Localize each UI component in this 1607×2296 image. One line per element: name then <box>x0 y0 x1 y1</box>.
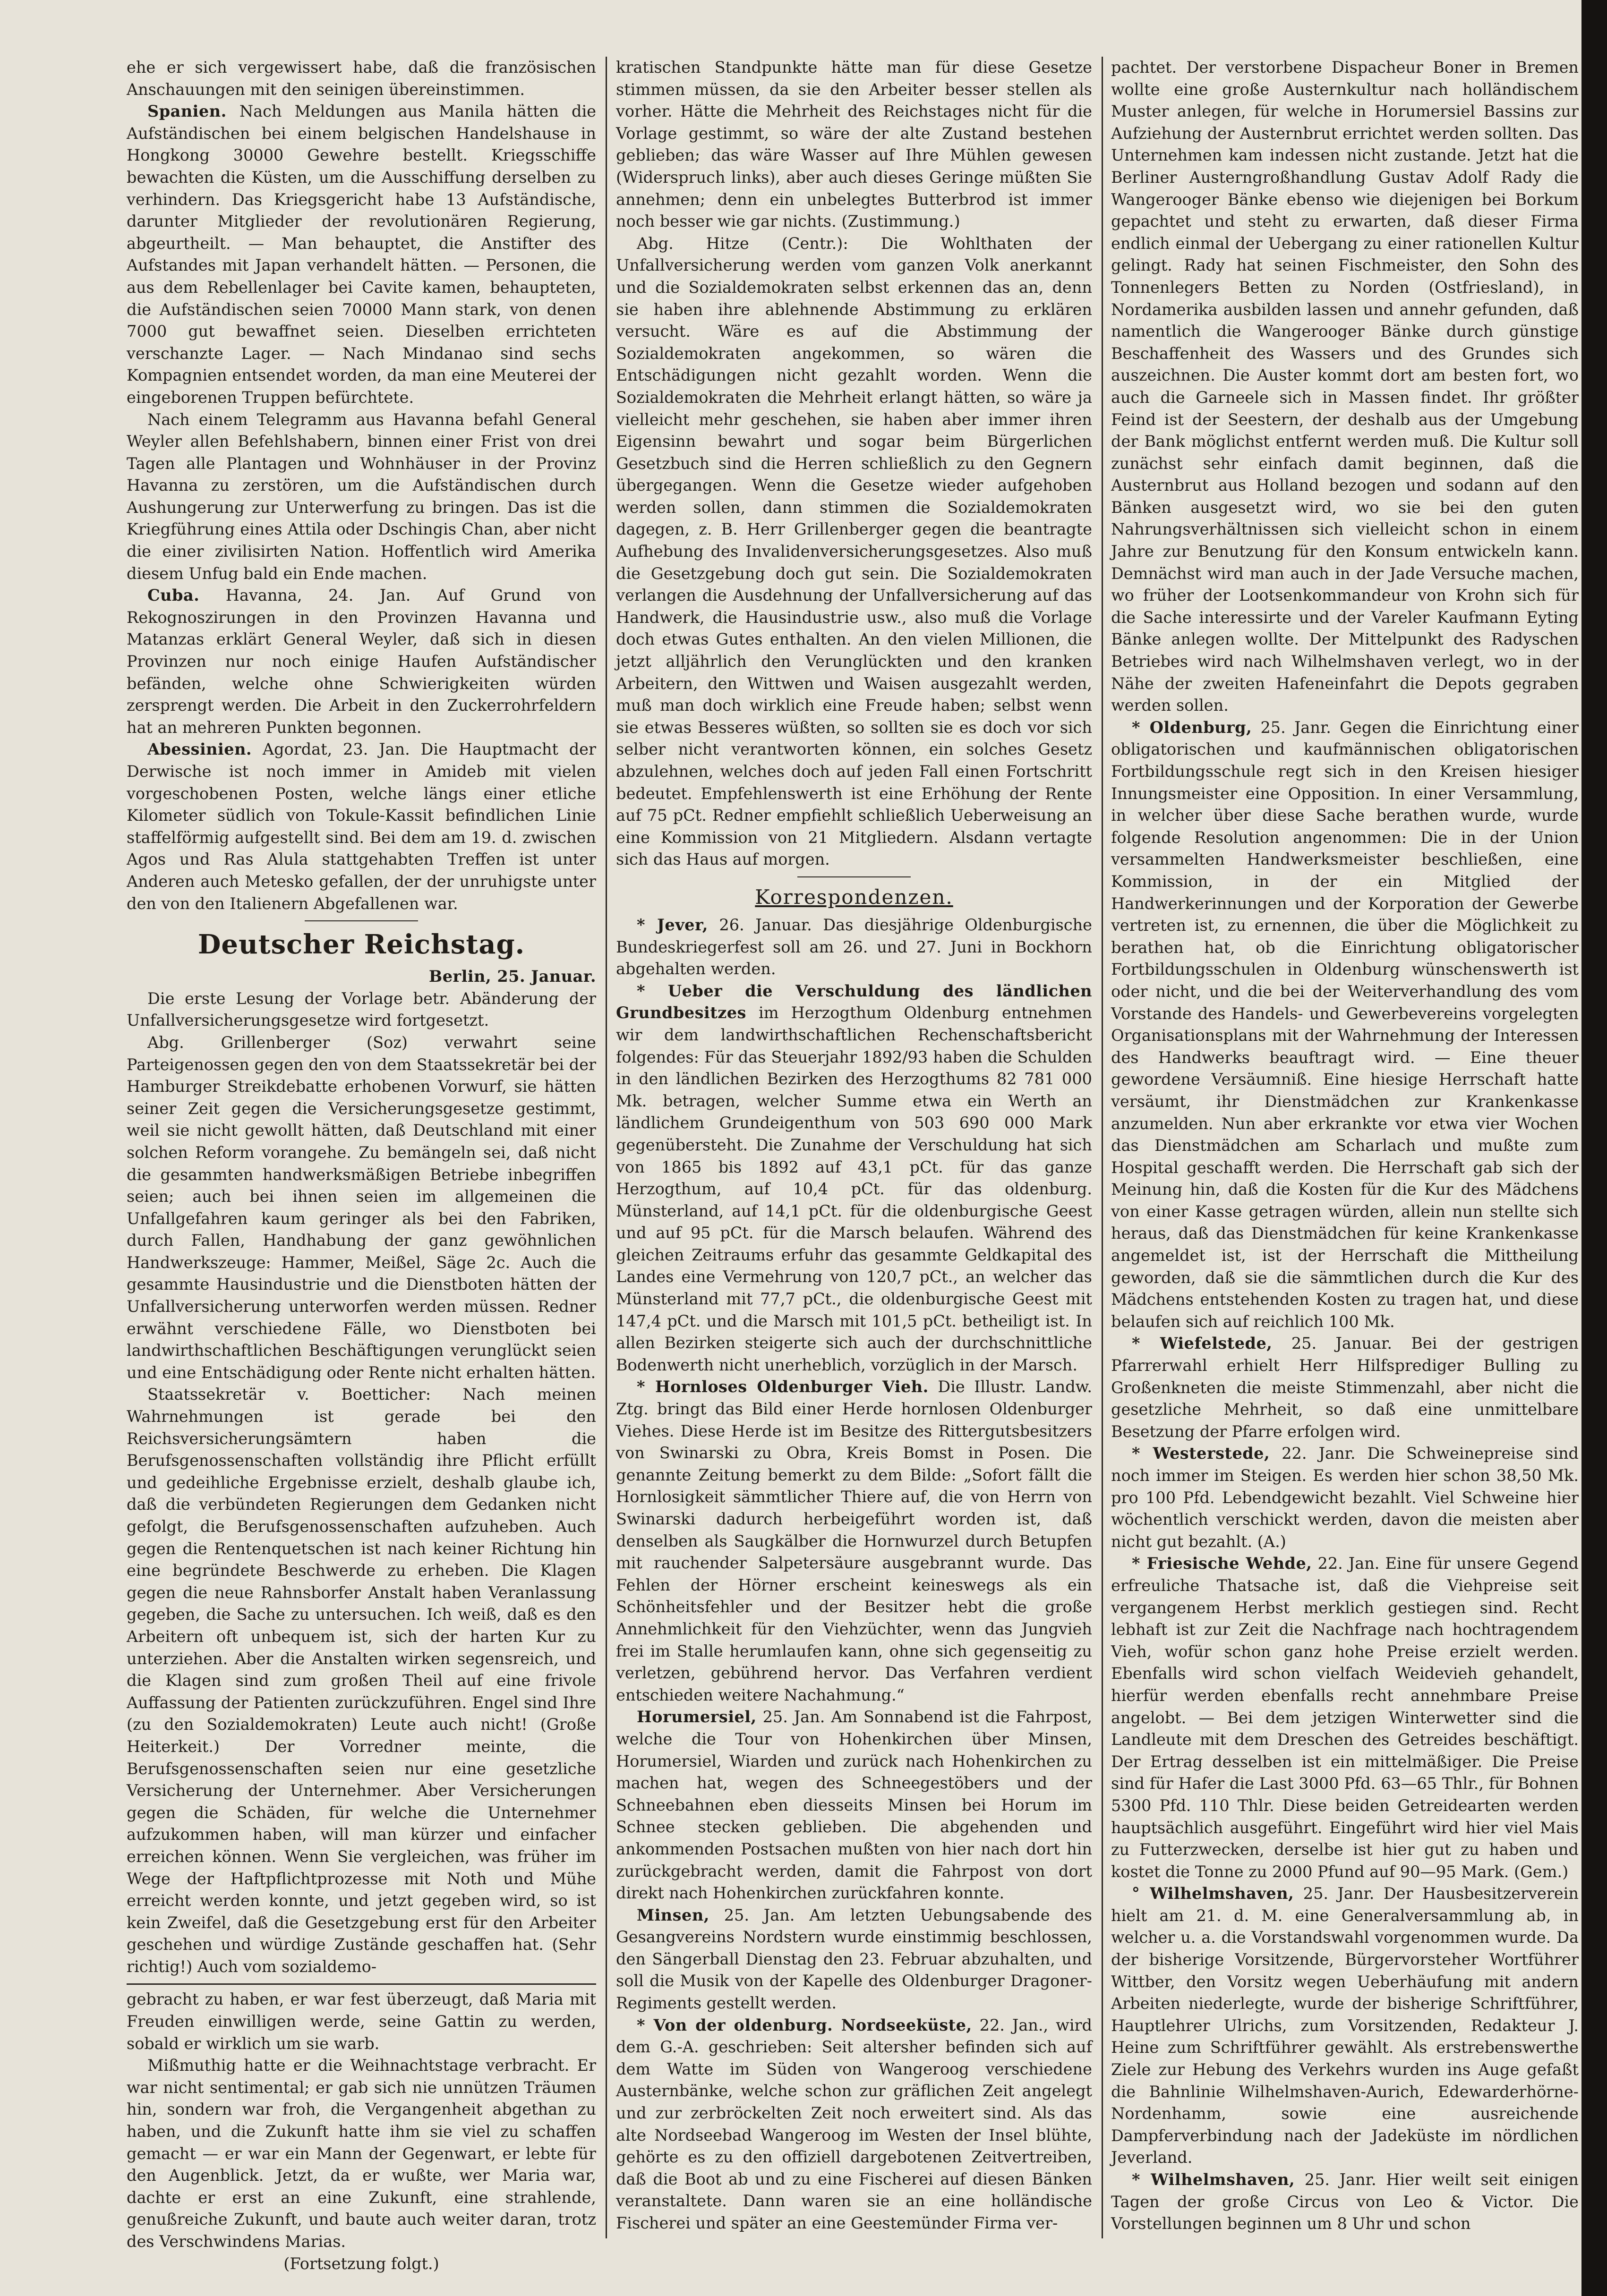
article-hornlos <box>616 1376 1092 1706</box>
jever-body: 26. Januar. Das diesjährige Oldenburgische Bundeskriegerfest soll am 26. und 27. Juni in Bockhorn abgehalten werden. <box>616 915 1092 978</box>
reichstag-cont-2: Abg. Hitze (Centr.): Die Wohlthaten der Unfallversicherung werden vom ganzen Volk anerkannt und die Sozialdemokraten selbst erkennen das an, denn sie haben ihre ablehnende Abstimmung zu erklären versucht. Wäre es auf die Abstimmung der Sozialdemokraten angekommen, so wären die Entschädigungen nicht gezahlt worden. Wenn die Sozialdemokraten die Mehrheit erlangt hätten, so wäre ja vielleicht mehr geschehen, sie haben aber immer ihren Eigensinn bewahrt und sogar beim Bürgerlichen Gesetzbuch sind die Herren schließlich zu den Gegnern übergegangen. Wenn die Gesetze wieder aufgehoben werden sollen, dann stimmen die Sozialdemokraten dagegen, z. B. Herr Grillenberger gegen die beantragte Aufhebung des Invalidenversicherungsgesetzes. Also muß die Gesetzgebung doch gut sein. Die Sozialdemokraten verlangen die Ausdehnung der Unfallversicherung auf das Handwerk, die Hausindustrie usw., also muß die Vorlage doch etwas Gutes enthalten. An den vielen Millionen, die jetzt alljährlich den Verunglückten und den kranken Arbeitern, den Wittwen und Waisen ausgezahlt werden, muß man doch wirklich eine Freude haben; selbst wenn sie etwas Besseres wüßten, so sollten sie es doch vor sich selber nicht verantworten können, ein solches Gesetz abzulehnen, welches doch auf jeden Fall einen Fortschritt bedeutet. Empfehlenswerth ist eine Erhöhung der Rente auf 75 pCt. Redner empfiehlt schließlich Ueberweisung an eine Kommission von 21 Mitgliedern. Alsdann vertagte sich das Haus auf morgen. <box>616 234 1092 869</box>
wiefelstede-heading: * Wiefelstede, <box>1132 1334 1273 1353</box>
reichstag-dateline <box>127 966 596 988</box>
nordsee-body: 22. Jan., wird dem G.-A. geschrieben: Seit altersher befinden sich auf dem Watte im Süden von Wangeroog verschiedene Austernbänke, welche schon zur gräflichen Zeit angelegt und zur zerbröckelten Zeit noch erweitert sind. Als das alte Nordseebad Wangeroog im Westen der Insel blühte, gehörte es zu den offiziell dargebotenen Zeitvertreiben, daß die Boot ab und zu eine Fischerei auf diesen Bänken veranstaltete. Dann waren sie an eine holländische Fischerei und später an eine Geestemünder Firma ver- <box>616 2015 1092 2232</box>
wilhelmshaven-1-heading: ° Wilhelmshaven, <box>1132 1884 1294 1903</box>
article-cuba <box>127 585 596 739</box>
reichstag-cont-1: kratischen Standpunkte hätte man für diese Gesetze stimmen müssen, da sie den Arbeiter besser stellen als vorher. Hätte die Mehrheit des Reichstages nicht für die Vorlage gestimmt, so wäre der alte Zustand bestehen geblieben; das wäre Wasser auf Ihre Mühlen gewesen (Widerspruch links), aber auch dieses Geringe müßten Sie annehmen; denn ein unbelegtes Butterbrod ist immer noch besser wie gar nichts. (Zustimmung.) <box>616 58 1092 231</box>
article-spanien <box>127 101 596 408</box>
spanien-body: Nach Meldungen aus Manila hätten die Aufständischen bei einem belgischen Handelshause in Hongkong 30000 Gewehre bestellt. Kriegsschiffe bewachten die Küsten, um die Ausschiffung derselben zu verhindern. Das Kriegsgericht habe 13 Aufständische, darunter Mitglieder der revolutionären Regierung, abgeurtheilt. — Man behauptet, die Anstifter des Aufstandes mit Japan verhandelt hätten. — Personen, die aus dem Rebellenlager bei Cavite kamen, behaupteten, die Aufständischen seien 70000 Mann stark, von denen 7000 gut bewaffnet seien. Dieselben errichteten verschanzte Lager. — Nach Mindanao sind sechs Kompagnien entsendet worden, da man eine Meuterei der eingeborenen Truppen befürchtete. <box>127 102 596 407</box>
article-jever <box>616 914 1092 980</box>
cuba-body: Havanna, 24. Jan. Auf Grund von Rekognoszirungen in den Provinzen Havanna und Matanzas erklärt General Weyler, daß sich in diesen Provinzen nur noch einige Haufen Aufständischer befänden, welche ohne Schwierigkeiten würden zersprengt werden. Die Arbeit in den Zuckerrohrfeldern hat an mehreren Punkten begonnen. <box>127 586 596 737</box>
reichstag-para-3: Staatssekretär v. Boetticher: Nach meinen Wahrnehmungen ist gerade bei den Reichsversicherungsämtern haben die Berufsgenossenschaften vollständig ihre Pflicht erfüllt und gedeihliche Ergebnisse erzielt, deshalb glaube ich, daß die verbündeten Regierungen dem Gedanken nicht gefolgt, die Berufsgenossenschaften aufzuheben. Auch gegen die Rentenquetschen ist nach keiner Richtung hin eine begründete Beschwerde zu erheben. Die Klagen gegen die neue Rahnsborfer Anstalt haben Veranlassung gegeben, die Sache zu untersuchen. Ich weiß, daß es den Arbeitern oft unbequem ist, sich der harten Kur zu unterziehen. Aber die Anstalten wirken segensreich, und die Klagen sind zum großen Theil auf eine frivole Auffassung der Patienten zurückzuführen. Engel sind Ihre (zu den Sozialdemokraten) Leute auch nicht! (Große Heiterkeit.) Der Vorredner meinte, die Berufsgenossenschaften seien nur eine gesetzliche Versicherung der Unternehmer. Aber Versicherungen gegen die Schäden, für welche die Unternehmer aufzukommen haben, will man kürzer und einfacher erreichen können. Wenn Sie vergleichen, was früher im Wege der Haftpflichtprozesse mit Noth und Mühe erreicht werden konnte, und jetzt gegeben wird, so ist kein Zweifel, daß die Gesetzgebung erst für den Arbeiter geschehen und würdige Zustände geschaffen hat. (Sehr richtig!) Auch vom sozialdemo- <box>127 1385 596 1976</box>
wehde-body: 22. Jan. Eine für unsere Gegend erfreuliche Thatsache ist, daß die Viehpreise seit vergangenem Herbst merklich gestiegen sind. Recht lebhaft ist zur Zeit die Nachfrage nach hochtragendem Vieh, wofür schon ganz hohe Preise erzielt werden. Ebenfalls wird schon vielfach Weidevieh gehandelt, hierfür werden ebenfalls recht annehmbare Preise angelobt. — Bei dem jetzigen Winterwetter sind die Landleute mit dem Dreschen des Getreides beschäftigt. Der Ertrag desselben ist ein mittelmäßiger. Die Preise sind für Hafer die Last 3000 Pfd. 63—65 Thlr., für Bohnen 5300 Pfd. 110 Thlr. Diese beiden Getreidearten werden hauptsächlich ausgeführt. Eingeführt wird hier viel Mais zu Futterzwecken, derselbe ist hier gut zu haben und kostet die Tonne zu 2000 Pfund auf 90—95 Mark. (Gem.) <box>1111 1554 1579 1881</box>
wiefelstede-body: 25. Januar. Bei der gestrigen Pfarrerwahl erhielt Herr Hilfsprediger Bulling zu Großenkneten die meiste Stimmenzahl, aber nicht die gesetzliche Mehrheit, so daß eine unmittelbare Besetzung der Pfarre erfolgen wird. <box>1111 1334 1579 1441</box>
westerstede-body: 22. Janr. Die Schweinepreise sind noch immer im Steigen. Es werden hier schon 38,50 Mk. pro 100 Pfd. Lebendgewicht bezahlt. Viel Schweine hier wöchentlich verschickt werden, davon die meisten aber nicht gut bezahlt. (A.) <box>1111 1444 1579 1551</box>
nordsee-cont: pachtet. Der verstorbene Dispacheur Boner in Bremen wollte eine große Austernkultur nach holländischem Muster anlegen, für welche in Horumersiel Bassins zur Aufziehung der Austernbrut errichtet werden sollten. Das Unternehmen kam indessen nicht zustande. Jetzt hat die Berliner Austerngroßhandlung Gustav Adolf Rady die Wangerooger Bänke ebenso wie diejenigen bei Borkum gepachtet und steht zu erwarten, daß dieser Firma endlich einmal der Uebergang zu einer rationellen Kultur gelingt. Rady hat seinen Fischmeister, den Sohn des Tonnenlegers Betten zu Norden (Ostfriesland), in Nordamerika ausbilden lassen und annehr gefunden, daß namentlich die Wangerooger Bänke durch günstige Beschaffenheit des Wassers und des Grundes sich auszeichnen. Die Auster kommt dort am besten fort, wo auch die Garneele sich in Massen findet. Ihr größter Feind ist der Seestern, der deshalb aus der Umgebung der Bank möglichst entfernt werden muß. Die Kultur soll zunächst sehr einfach damit beginnen, daß die Austernbrut aus Holland bezogen und sodann auf den Bänken ausgesetzt wird, wo sie bei den guten Nahrungsverhältnissen sich vielleicht schon in einem Jahre zur Benutzung für den Konsum entwickeln kann. Demnächst wird man auch in der Jade Versuche machen, wo früher der Lootsenkommandeur von Krohn sich für die Sache interessirte und der Vareler Kaufmann Eyting Bänke anlegen wollte. Der Mittelpunkt des Radyschen Betriebes wird nach Wilhelmshaven verlegt, wo in der Nähe der zweiten Hafeneinfahrt die Depots gegraben werden sollen. <box>1111 58 1579 715</box>
spanien-heading: Spanien. <box>147 102 227 121</box>
article-wiefelstede <box>1111 1333 1579 1443</box>
verschuldung-body: im Herzogthum Oldenburg entnehmen wir dem landwirthschaftlichen Rechenschaftsbericht folgendes: Für das Steuerjahr 1892/93 haben die Schulden in den ländlichen Bezirken des Herzogthums 82 781 000 Mk. betragen, welcher Summe etwa ein Werth an ländlichem Grundeigenthum von 503 690 000 Mark gegenübersteht. Die Zunahme der Verschuldung hat sich von 1865 bis 1892 auf 43,1 pCt. für das ganze Herzogthum, auf 10,4 pCt. für das oldenburg. Münsterland, auf 14,1 pCt. für die oldenburgische Geest und auf 95 pCt. für die Marsch belaufen. Während des gleichen Zeitraums erfuhr das gesammte Geldkapital des Landes eine Vermehrung von 120,7 pCt., an welcher das Münsterland mit 77,7 pCt., die oldenburgische Geest mit 147,4 pCt. und die Marsch mit 101,5 pCt. betheiligt ist. In allen Bezirken steigerte sich auch der durchschnittliche Bodenwerth nicht unerheblich, vorzüglich in der Marsch. <box>616 1003 1092 1374</box>
article-wilhelmshaven-2 <box>1111 2169 1579 2235</box>
scan-edge <box>1581 0 1607 2296</box>
article-oldenburg <box>1111 717 1579 1333</box>
korrespondenzen-title: Korrespondenzen. <box>755 885 953 909</box>
abessinien-body: Agordat, 23. Jan. Die Hauptmacht der Derwische ist noch immer in Amideb mit vielen vorgeschobenen Posten, welche längs einer etliche Kilometer südlich von Tokule-Kassit befindlichen Linie staffelförmig aufgestellt sind. Bei dem am 19. d. zwischen Agos und Ras Alula stattgehabten Treffen ist unter Anderen auch Metesko gefallen, der der unruhigste unter den von den Italienern Abgefallenen war. <box>127 740 596 913</box>
wilhelmshaven-1-body: 25. Janr. Der Hausbesitzerverein hielt am 21. d. M. eine Generalversammlung ab, in welcher u. a. die Vorstandswahl vorgenommen wurde. Da der bisherige Vorsitzende, Bürgervorsteher Wortführer Wittber, den Vorsitz wegen Ueberhäufung mit andern Arbeiten niederlegte, wurde der bisherige Schriftführer, Hauptlehrer Ulrichs, zum Vorsitzenden, Redakteur J. Heine zum Schriftführer gewählt. Als erstrebenswerthe Ziele zur Hebung des Verkehrs wurden ins Auge gefaßt die Bahnlinie Wilhelmshaven-Aurich, Edewarderhörne-Nordenhamm, sowie eine ausreichende Dampferverbindung nach der Jadeküste im nördlichen Jeverland. <box>1111 1884 1579 2167</box>
article-wilhelmshaven-1 <box>1111 1883 1579 2169</box>
column-rule-1 <box>606 57 607 2238</box>
reichstag-dateline-text: Berlin, 25. Januar. <box>428 967 596 986</box>
article-horumersiel <box>616 1706 1092 1904</box>
column-3 <box>1111 57 1579 2238</box>
minsen-heading: Minsen, <box>637 1905 709 1924</box>
hornlos-heading: * Hornloses Oldenburger Vieh. <box>637 1378 929 1396</box>
article-minsen <box>616 1905 1092 2015</box>
novel-text-1: gebracht zu haben, er war fest überzeugt, daß Maria mit Freuden einwilligen werde, seine Gattin zu werden, sobald er wirklich um sie warb. <box>127 1990 596 2053</box>
wehde-heading: * Friesische Wehde, <box>1132 1554 1312 1573</box>
section-divider <box>305 920 418 921</box>
article-westerstede <box>1111 1443 1579 1553</box>
wilhelmshaven-2-body: 25. Janr. Hier weilt seit einigen Tagen der große Circus von Leo & Victor. Die Vorstellungen beginnen um 8 Uhr und schon <box>1111 2170 1579 2233</box>
jever-heading: * Jever, <box>637 915 708 934</box>
horumersiel-heading: Horumersiel, <box>637 1708 757 1726</box>
oldenburg-body: 25. Janr. Gegen die Einrichtung einer obligatorischen und kaufmännischen obligatorischen Fortbildungsschule regt sich in den Kreisen hiesiger Innungsmeister eine Opposition. In einer Versammlung, in welcher über diese Sache berathen wurde, wurde folgende Resolution angenommen: Die in der Union versammelten Handwerksmeister beschließen, eine Kommission, in der ein Mitglied der Handwerkerinnungen und der Korporation der Gewerbe vertreten ist, zu ernennen, die über die Möglichkeit zu berathen hat, ob die Einrichtung obligatorischer Fortbildungsschulen in Oldenburg wünschenswerth ist oder nicht, und die bei der Weiterverhandlung des vom Vorstande des Handels- und Gewerbevereins vorgelegten Organisationsplans mit der Wahrnehmung der Interessen des Handwerks beauftragt wird. — Eine theuer gewordene Versäumniß. Eine hiesige Herrschaft hatte versäumt, ihr Dienstmädchen zur Krankenkasse anzumelden. Nun aber erkrankte vor etwa vier Wochen das Dienstmädchen am Scharlach und mußte zum Hospital geschafft werden. Die Herrschaft gab sich der Meinung hin, daß die Kosten für die Kur des Mädchens von einer Kasse getragen würden, allein nun stellte sich heraus, daß das Dienstmädchen für keine Krankenkasse angemeldet ist, ist der Herrschaft die Mittheilung geworden, daß sie die sämmtlichen durch die Kur des Mädchens entstehenden Kosten zu tragen hat, und diese belaufen sich auf reichlich 100 Mk. <box>1111 718 1579 1331</box>
article-verschuldung <box>616 980 1092 1377</box>
feuilleton-separator <box>127 1983 596 1985</box>
novel-text-2: Mißmuthig hatte er die Weihnachtstage verbracht. Er war nicht sentimental; er gab sich nie unnützen Träumen hin, sondern war froh, die Vergangenheit abgethan zu haben, und die Zukunft hatte ihm sie viel zu schaffen gemacht — er war ein Mann der Gegenwart, er lebte für den Augenblick. Jetzt, da er wußte, wer Maria war, dachte er erst an eine Zukunft, eine strahlende, genußreiche Zukunft, und baute auch weiter daran, trotz des Verschwindens Marias. <box>127 2056 596 2251</box>
havanna-body: Nach einem Telegramm aus Havanna befahl General Weyler allen Befehlshabern, binnen einer Frist von drei Tagen alle Plantagen und Wohnhäuser in der Provinz Havanna zu zerstören, um die Aufständischen durch Aushungerung zur Unterwerfung zu bringen. Das ist die Kriegführung eines Attila oder Dschingis Chan, aber nicht die einer zivilisirten Nation. Hoffentlich wird Amerika diesem Unfug bald ein Ende machen. <box>127 410 596 583</box>
article-nordsee <box>616 2015 1092 2235</box>
oldenburg-heading: * Oldenburg, <box>1132 718 1252 737</box>
verschuldung-heading: * Ueber die Verschuldung des ländlichen Grundbesitzes <box>616 981 1092 1022</box>
nordsee-heading: * Von der oldenburg. Nordseeküste, <box>637 2015 972 2034</box>
article-abessinien <box>127 739 596 915</box>
section-divider-2 <box>797 876 911 877</box>
cuba-heading: Cuba. <box>147 586 200 605</box>
abessinien-heading: Abessinien. <box>147 740 252 759</box>
westerstede-heading: * Westerstede, <box>1132 1444 1270 1463</box>
minsen-body: 25. Jan. Am letzten Uebungsabende des Gesangvereins Nordstern wurde einstimmig beschlossen, den Sängerball Dienstag den 23. Februar abzuhalten, und soll die Musik von der Kapelle des Oldenburger Dragoner-Regiments gestellt werden. <box>616 1905 1092 2013</box>
reichstag-para-1: Die erste Lesung der Vorlage betr. Abänderung der Unfallversicherungsgesetze wird fortgesetzt. <box>127 989 596 1030</box>
intro-text: ehe er sich vergewissert habe, daß die französischen Anschauungen mit den seinigen übereinstimmen. <box>127 58 596 99</box>
column-1 <box>127 57 596 2273</box>
horumersiel-body: 25. Jan. Am Sonnabend ist die Fahrpost, welche die Tour von Hohenkirchen über Minsen, Horumersiel, Wiarden und zurück nach Hohenkirchen zu machen hat, wegen des Schneegestöbers und der Schneebahnen eben diesseits Minsen bei Horum im Schnee stecken geblieben. Die abgehenden und ankommenden Postsachen mußten von hier nach dort hin zurückgebracht werden, damit die Fahrpost von dort direkt nach Hohenkirchen zurückfahren konnte. <box>616 1708 1092 1903</box>
hornlos-body: Die Illustr. Landw. Ztg. bringt das Bild einer Herde hornlosen Oldenburger Viehes. Diese Herde ist im Besitze des Rittergutsbesitzers von Swinarski zu Obra, Kreis Bomst in Posen. Die genannte Zeitung bemerkt zu dem Bilde: „Sofort fällt die Hornlosigkeit sämmtlicher Thiere auf, die von Herrn von Swinarski dadurch herbeigeführt worden ist, daß denselben als Saugkälber die Hornwurzel durch Betupfen mit rauchender Salpetersäure ausgebrannt wurde. Das Fehlen der Hörner erscheint keineswegs als ein Schönheitsfehler und der Besitzer hebt die große Annehmlichkeit für den Viehzüchter, wenn das Jungvieh frei im Stalle herumlaufen kann, ohne sich gegenseitig zu verletzen, gebührend hervor. Das Verfahren verdient entschieden weitere Nachahmung.“ <box>616 1378 1092 1704</box>
wilhelmshaven-2-heading: * Wilhelmshaven, <box>1132 2170 1295 2189</box>
column-rule-2 <box>1102 57 1103 2238</box>
reichstag-para-2: Abg. Grillenberger (Soz) verwahrt seine Parteigenossen gegen den von dem Staatssekretär bei der Hamburger Streikdebatte erhobenen Vorwurf, sie hätten seiner Zeit gegen die Versicherungsgesetze gestimmt, weil sie nicht gewollt hätten, daß Deutschland mit einer solchen Reform vorangehe. Zu bemängeln sei, daß nicht die gesammten handwerksmäßigen Betriebe inbegriffen seien; auch bei ihnen seien im allgemeinen die Unfallgefahren kaum geringer als bei den Fabriken, durch Fallen, Handhabung der ganz gewöhnlichen Handwerkszeuge: Hammer, Meißel, Säge 2c. Auch die gesammte Hausindustrie und die Dienstboten hätten der Unfallversicherung unterworfen werden müssen. Redner erwähnt verschiedene Fälle, wo Dienstboten bei landwirthschaftlichen Beschäftigungen verunglückt seien und eine Entschädigung oder Rente nicht erhalten hätten. <box>127 1033 596 1382</box>
reichstag-title: Deutscher Reichstag. <box>197 929 525 961</box>
article-friesische-wehde <box>1111 1553 1579 1883</box>
column-2 <box>616 57 1092 2238</box>
novel-continuation: (Fortsetzung folgt.) <box>283 2254 439 2273</box>
